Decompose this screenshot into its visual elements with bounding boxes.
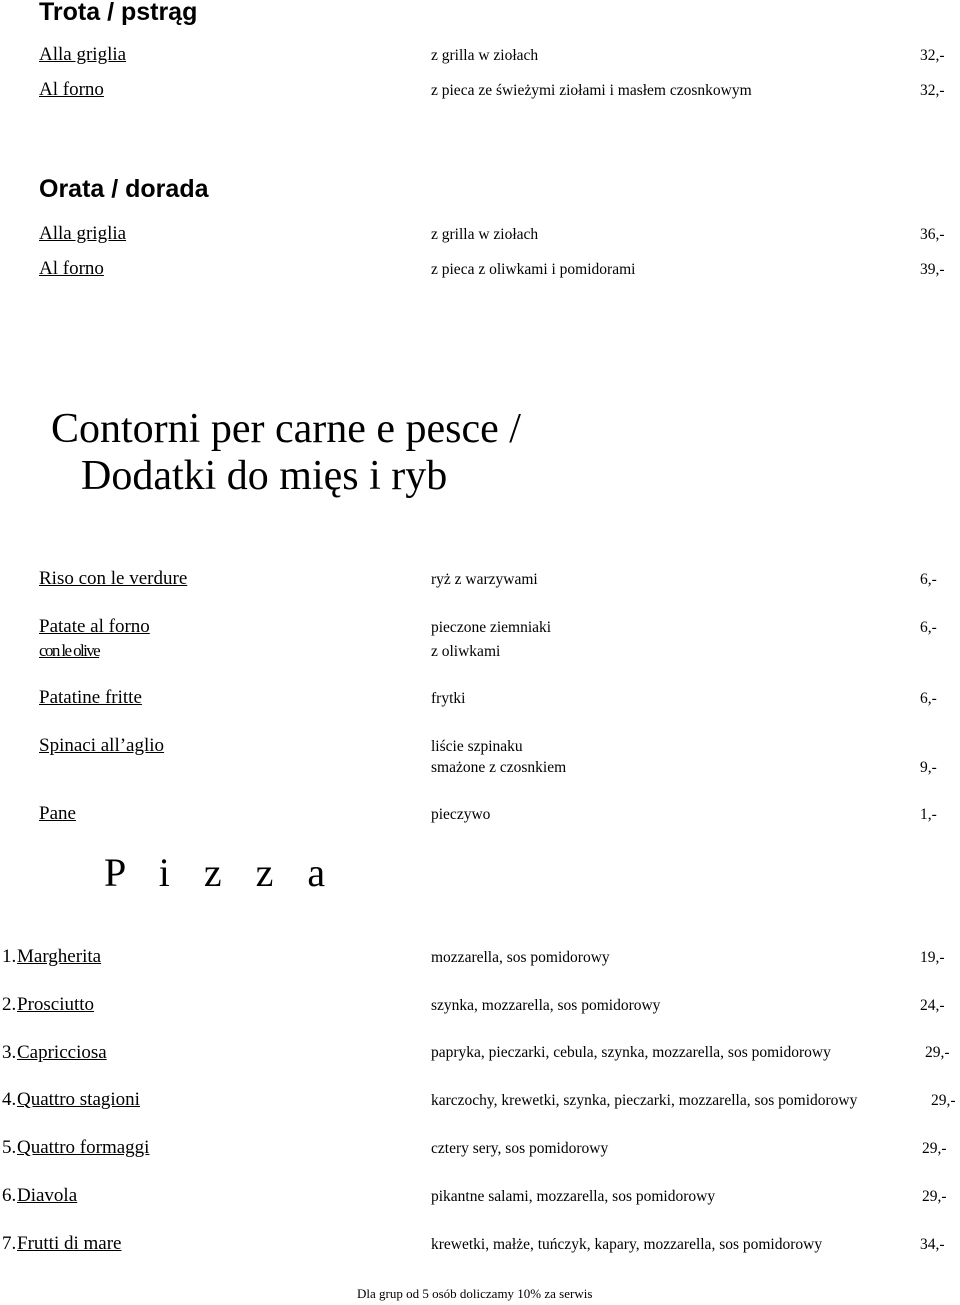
menu-item-name: Al forno [39, 79, 104, 100]
menu-item-price: 6,- [920, 690, 937, 707]
menu-item-name: Spinaci all’aglio [39, 735, 165, 756]
menu-item-name: Alla griglia [39, 44, 127, 65]
menu-item-desc: ryż z warzywami [431, 571, 538, 588]
menu-item-desc-line2: smażone z czosnkiem [431, 759, 567, 776]
section-subtitle-contorni: Dodatki do mięs i ryb [81, 453, 448, 499]
service-charge-note: Dla grup od 5 osób doliczamy 10% za serwis [357, 1286, 593, 1301]
pizza-name: Frutti di mare [17, 1233, 122, 1254]
pizza-number: 4. [2, 1089, 17, 1110]
pizza-price: 29,- [922, 1188, 947, 1205]
pizza-name: Capricciosa [17, 1042, 107, 1063]
menu-item-price: 9,- [920, 759, 937, 776]
pizza-price: 19,- [920, 949, 945, 966]
menu-item-name: Patate al forno [39, 616, 150, 637]
menu-item-name: Pane [39, 803, 76, 824]
section-title-orata: Orata / dorada [39, 175, 209, 203]
menu-item-name: Al forno [39, 258, 104, 279]
pizza-number: 2. [2, 994, 17, 1015]
pizza-desc: karczochy, krewetki, szynka, pieczarki, mozzarella, sos pomidorowy [431, 1092, 858, 1109]
pizza-price: 24,- [920, 997, 945, 1014]
menu-item-desc: z pieca ze świeżymi ziołami i masłem czosnkowym [431, 82, 752, 99]
pizza-price: 34,- [920, 1236, 945, 1253]
pizza-name: Prosciutto [17, 994, 95, 1015]
menu-item-desc: frytki [431, 690, 466, 707]
pizza-number: 7. [2, 1233, 17, 1254]
pizza-name: Diavola [17, 1185, 78, 1206]
menu-item-desc: z grilla w ziołach [431, 226, 539, 243]
pizza-price: 29,- [925, 1044, 950, 1061]
pizza-name: Margherita [17, 946, 102, 967]
pizza-number: 1. [2, 946, 17, 967]
pizza-desc: pikantne salami, mozzarella, sos pomidorowy [431, 1188, 716, 1205]
menu-item-desc-line2: z oliwkami [431, 643, 501, 660]
menu-item-price: 36,- [920, 226, 945, 243]
pizza-number: 3. [2, 1042, 17, 1063]
menu-item-price: 32,- [920, 47, 945, 64]
pizza-desc: szynka, mozzarella, sos pomidorowy [431, 997, 661, 1014]
pizza-price: 29,- [922, 1140, 947, 1157]
section-title-trota: Trota / pstrąg [39, 0, 198, 26]
menu-item-desc: liście szpinaku [431, 738, 523, 755]
pizza-desc: mozzarella, sos pomidorowy [431, 949, 610, 966]
pizza-name: Quattro formaggi [17, 1137, 150, 1158]
menu-item-desc: z grilla w ziołach [431, 47, 539, 64]
menu-item-price: 6,- [920, 571, 937, 588]
pizza-name: Quattro stagioni [17, 1089, 140, 1110]
section-title-contorni: Contorni per carne e pesce / [51, 406, 521, 452]
pizza-desc: cztery sery, sos pomidorowy [431, 1140, 609, 1157]
menu-item-desc: z pieca z oliwkami i pomidorami [431, 261, 636, 278]
menu-item-desc: pieczywo [431, 806, 491, 823]
menu-item-name-line2: con le olive [39, 641, 100, 660]
pizza-number: 6. [2, 1185, 17, 1206]
pizza-number: 5. [2, 1137, 17, 1158]
pizza-price: 29,- [931, 1092, 956, 1109]
menu-item-price: 39,- [920, 261, 945, 278]
menu-item-price: 1,- [920, 806, 937, 823]
menu-item-price: 32,- [920, 82, 945, 99]
pizza-desc: krewetki, małże, tuńczyk, kapary, mozzarella, sos pomidorowy [431, 1236, 823, 1253]
pizza-desc: papryka, pieczarki, cebula, szynka, mozzarella, sos pomidorowy [431, 1044, 831, 1061]
menu-item-name: Patatine fritte [39, 687, 142, 708]
menu-item-desc: pieczone ziemniaki [431, 619, 552, 636]
section-title-pizza: P i z z a [104, 850, 338, 895]
menu-item-name: Riso con le verdure [39, 568, 188, 589]
menu-item-name: Alla griglia [39, 223, 127, 244]
menu-item-price: 6,- [920, 619, 937, 636]
